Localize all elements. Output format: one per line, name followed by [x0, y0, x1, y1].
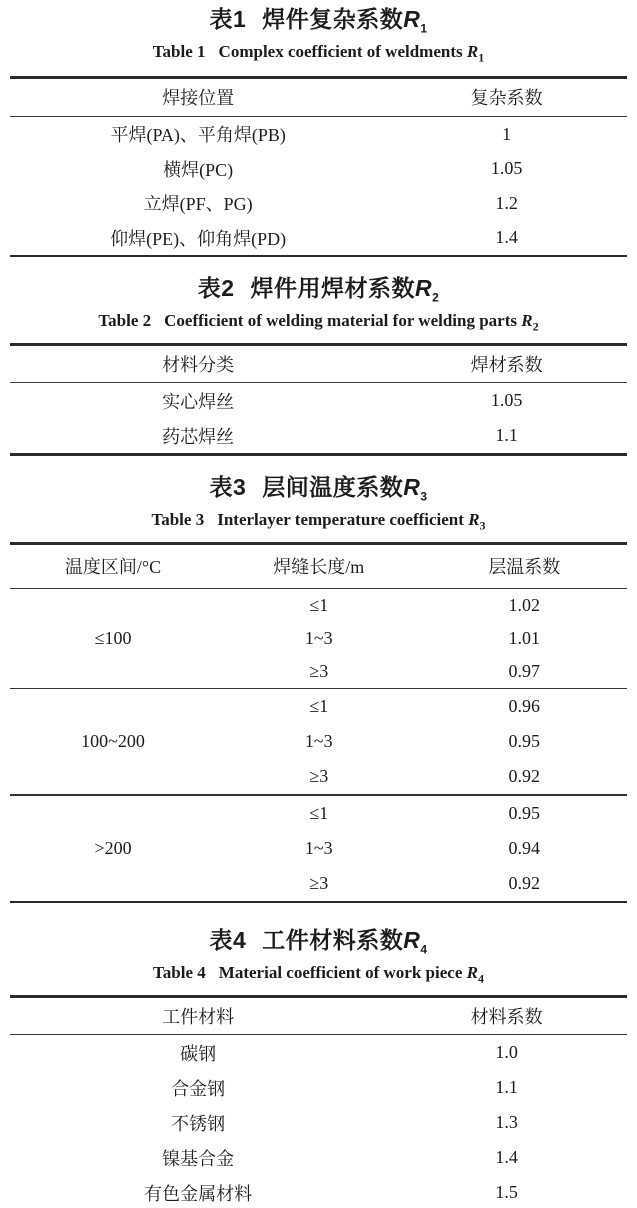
table-row: [216, 689, 627, 724]
cell-value: 1.3: [495, 1112, 518, 1133]
cell-material: 不锈钢: [171, 1113, 226, 1134]
table-4-section: [0, 925, 637, 1208]
table-4-zh-label: 表4: [209, 927, 247, 954]
cell-value: 0.95: [508, 731, 540, 752]
cell-length: 1~3: [304, 627, 333, 648]
cell-material: 碳钢: [180, 1043, 217, 1064]
table-3-en-title: Interlayer temperature coefficient: [217, 509, 464, 529]
cell-position: 仰焊(PE)、仰角焊(PD): [110, 228, 287, 249]
table-row: [10, 117, 627, 152]
table-2-header-row: [10, 346, 627, 382]
group-range-cell: ≤100: [94, 627, 132, 648]
table-row: [216, 589, 627, 622]
table-2-col-header-coefficient: 焊材系数: [470, 355, 543, 376]
table-4-zh-caption: [10, 925, 627, 958]
table-row: [10, 1175, 627, 1208]
table-2-bottom-rule: [10, 453, 627, 456]
cell-value: 1.4: [495, 227, 518, 248]
table-4-en-title: Material coefficient of work piece: [218, 963, 463, 983]
cell-value: 1.1: [495, 425, 518, 446]
table-row: [10, 383, 627, 418]
table-2-zh-title: 焊件用焊材系数: [250, 275, 415, 302]
cell-position: 立焊(PF、PG): [143, 194, 253, 215]
table-2-symbol-sub: 2: [432, 291, 440, 306]
table-4-symbol: R: [403, 927, 421, 954]
cell-material: 实心焊丝: [162, 391, 235, 412]
table-3-en-caption: [10, 508, 627, 532]
table-2-en-symbol: R: [521, 311, 533, 331]
table-2-symbol: R: [414, 275, 433, 302]
cell-value: 1.05: [490, 390, 523, 411]
cell-value: 0.96: [508, 696, 540, 717]
cell-material: 镍基合金: [162, 1148, 235, 1169]
table-4-en-symbol-sub: 4: [477, 971, 484, 986]
table-3-group-2: [10, 689, 627, 794]
cell-value: 1.2: [495, 192, 518, 213]
table-3-bottom-rule: [10, 901, 627, 904]
table-1-section: [0, 4, 637, 257]
table-3-section: [0, 472, 637, 903]
table-3-zh-caption: [10, 472, 627, 502]
table-3-col-header-length: 焊缝长度/m: [273, 557, 365, 578]
table-4-header-row: [10, 998, 627, 1034]
table-row: [10, 186, 627, 221]
table-4-zh-title: 工件材料系数: [262, 927, 404, 954]
table-1-zh-caption: [10, 4, 627, 34]
cell-value: 0.95: [508, 802, 540, 823]
table-1-col-header-position: 焊接位置: [162, 88, 235, 109]
table-1-col-header-coefficient: 复杂系数: [470, 88, 543, 109]
table-2-en-title: Coefficient of welding material for welding parts: [164, 311, 518, 331]
table-row: [216, 724, 627, 759]
cell-length: ≥3: [309, 766, 329, 787]
group-range-cell: >200: [94, 837, 132, 858]
table-row: [216, 866, 627, 901]
table-row: [216, 759, 627, 794]
table-1-en-title: Complex coefficient of weldments: [218, 42, 463, 61]
table-row: [216, 622, 627, 655]
table-1-zh-label: 表1: [209, 6, 247, 32]
group-subrows: [216, 689, 627, 794]
table-2-en-label: Table 2: [98, 311, 152, 331]
table-4-col-header-coefficient: 材料系数: [470, 1007, 543, 1028]
table-3-en-symbol: R: [468, 509, 480, 529]
table-1-en-label: Table 1: [152, 42, 206, 61]
table-3-en-symbol-sub: 3: [479, 518, 486, 533]
table-3-group-1: [10, 589, 627, 688]
group-subrows: [216, 589, 627, 688]
table-1-symbol: R: [403, 6, 421, 32]
cell-length: ≤1: [309, 802, 329, 823]
cell-length: ≥3: [309, 660, 329, 681]
table-4-en-symbol: R: [466, 963, 478, 983]
table-3-col-header-temperature: 温度区间/°C: [64, 557, 162, 578]
table-row: [10, 1070, 627, 1105]
table-1-en-symbol: R: [466, 42, 479, 61]
table-1-zh-title: 焊件复杂系数: [262, 6, 404, 32]
cell-value: 1.1: [495, 1077, 518, 1098]
table-2-col-header-material: 材料分类: [162, 355, 235, 376]
table-1-symbol-sub: 1: [420, 21, 428, 36]
cell-material: 药芯焊丝: [162, 426, 235, 447]
table-1-bottom-rule: [10, 255, 627, 258]
cell-length: ≥3: [309, 872, 329, 893]
table-row: [10, 220, 627, 255]
table-3-col-header-coefficient: 层温系数: [488, 557, 561, 578]
table-row: [10, 151, 627, 186]
cell-material: 有色金属材料: [144, 1183, 253, 1204]
group-subrows: [216, 796, 627, 901]
table-2-section: [0, 273, 637, 455]
cell-value: 0.92: [508, 766, 540, 787]
table-3-symbol: R: [403, 473, 421, 500]
cell-value: 1.0: [495, 1042, 518, 1063]
table-2-en-symbol-sub: 2: [532, 319, 539, 334]
table-4-en-caption: [10, 961, 627, 985]
table-row: [10, 1140, 627, 1175]
group-range-cell: 100~200: [81, 731, 145, 752]
cell-value: 1.4: [495, 1147, 518, 1168]
table-row: [10, 1105, 627, 1140]
table-2-zh-caption: [10, 273, 627, 306]
table-1-en-symbol-sub: 1: [478, 50, 485, 65]
table-row: [216, 831, 627, 866]
cell-length: 1~3: [304, 837, 333, 858]
table-1-header-row: [10, 79, 627, 116]
cell-value: 0.92: [508, 872, 540, 893]
table-4-en-label: Table 4: [153, 963, 206, 983]
table-3-zh-label: 表3: [209, 473, 247, 500]
cell-value: 1.05: [490, 158, 523, 179]
table-1-en-caption: [10, 40, 627, 64]
cell-material: 合金钢: [171, 1078, 226, 1099]
cell-value: 1: [502, 123, 512, 144]
cell-position: 横焊(PC): [163, 159, 234, 180]
table-3-en-label: Table 3: [151, 509, 205, 529]
cell-length: 1~3: [304, 731, 333, 752]
table-3-group-3: [10, 796, 627, 901]
table-2-zh-label: 表2: [197, 275, 235, 302]
cell-value: 1.01: [508, 627, 540, 648]
table-row: [10, 1035, 627, 1070]
table-row: [216, 796, 627, 831]
cell-length: ≤1: [309, 696, 329, 717]
cell-value: 0.97: [508, 660, 540, 681]
table-4-symbol-sub: 4: [420, 943, 428, 958]
cell-length: ≤1: [309, 594, 329, 615]
cell-value: 0.94: [508, 837, 540, 858]
table-row: [10, 418, 627, 453]
table-2-en-caption: [10, 309, 627, 333]
table-row: [216, 655, 627, 688]
table-4-col-header-material: 工件材料: [162, 1007, 235, 1028]
table-3-symbol-sub: 3: [420, 489, 428, 504]
table-3-header-row: [10, 545, 627, 588]
cell-value: 1.5: [495, 1182, 518, 1203]
cell-position: 平焊(PA)、平角焊(PB): [110, 125, 286, 146]
cell-value: 1.02: [508, 594, 540, 615]
table-3-zh-title: 层间温度系数: [262, 473, 404, 500]
